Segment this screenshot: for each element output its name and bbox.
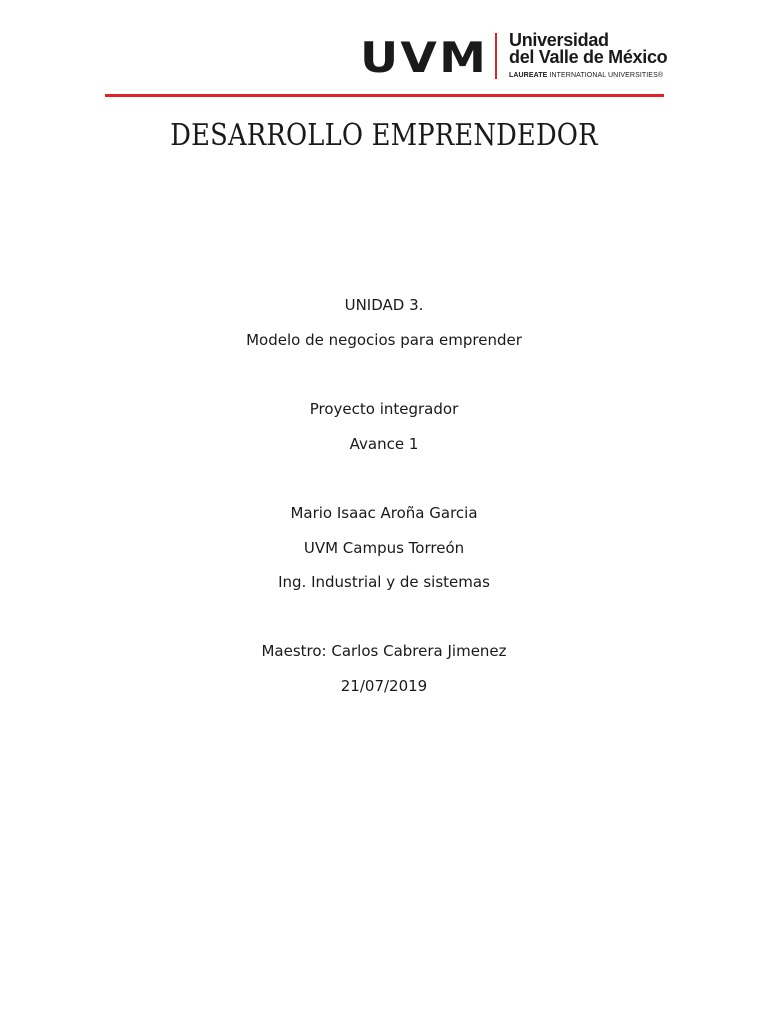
- campus-name: UVM Campus Torreón: [303, 539, 465, 557]
- logo-tagline-bold: LAUREATE: [509, 72, 548, 79]
- project-label: Proyecto integrador: [309, 400, 459, 418]
- unit-label: UNIDAD 3.: [344, 296, 424, 314]
- logo-tagline: [509, 71, 669, 80]
- logo-tagline-mark: ®: [657, 72, 664, 79]
- logo-name-line-1: Universidad: [509, 30, 609, 50]
- logo-wordmark: [509, 32, 669, 80]
- document-title: DESARROLLO EMPRENDEDOR: [170, 118, 598, 153]
- teacher-name: Maestro: Carlos Cabrera Jimenez: [261, 642, 507, 660]
- document-date: 21/07/2019: [340, 677, 428, 695]
- logo-mark: UVM: [360, 33, 489, 82]
- logo-tagline-rest: INTERNATIONAL UNIVERSITIES: [547, 72, 658, 79]
- progress-label: Avance 1: [349, 435, 419, 453]
- logo-divider: [495, 33, 497, 79]
- header-divider: [105, 94, 664, 97]
- student-name: Mario Isaac Aroña Garcia: [290, 504, 478, 522]
- uvm-logo: [360, 30, 668, 86]
- program-name: Ing. Industrial y de sistemas: [278, 573, 490, 591]
- unit-subtitle: Modelo de negocios para emprender: [246, 331, 522, 349]
- logo-name-line-2: del Valle de México: [509, 47, 668, 67]
